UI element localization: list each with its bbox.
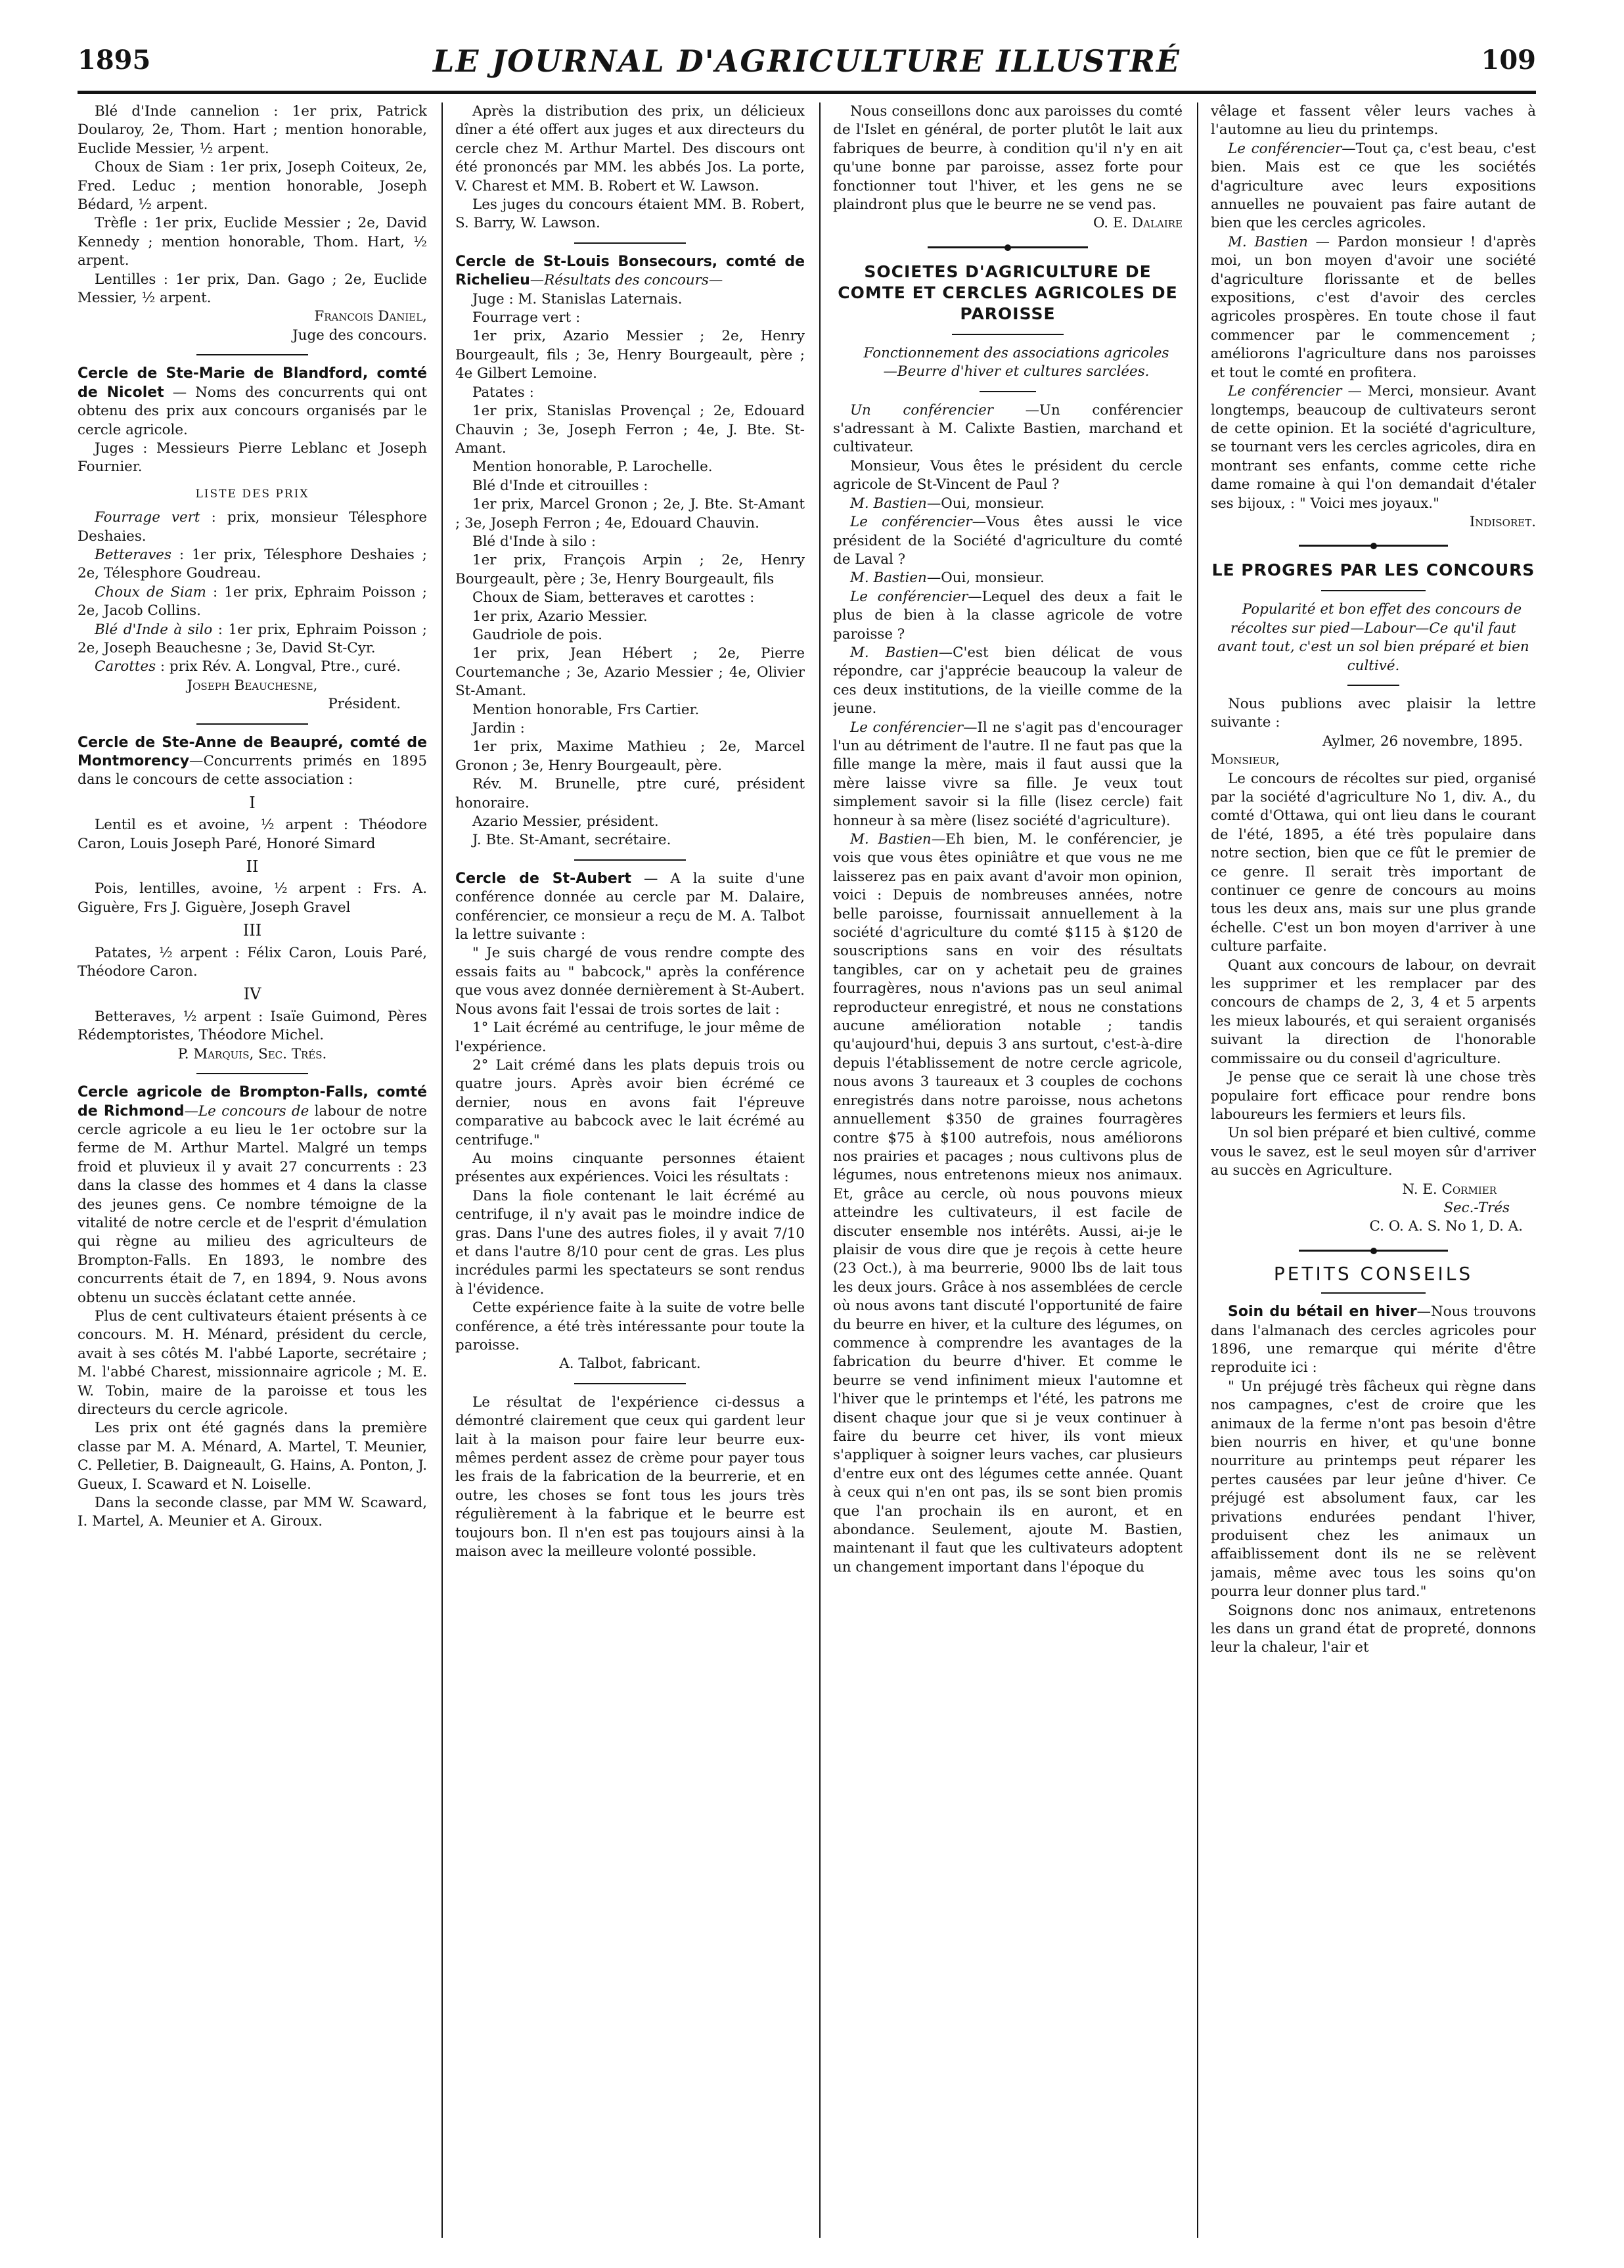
paragraph: —Vous êtes aussi le vice président de la Société d'agriculture du comté de Laval ? [833,514,1183,568]
ornament-divider [1299,1250,1449,1252]
paragraph: —Un conférencier s'adressant à M. Calixte Bastien, marchand et cultivateur. [833,401,1183,456]
column-separator [1197,102,1198,2238]
paragraph: Gaudriole de pois. [472,626,602,643]
signature: P. Marquis, Sec. Trés. [177,1045,327,1062]
paragraph: : 1er prix, Télesphore Deshaies ; 2e, Télesphore Goudreau. [78,546,427,582]
paragraph: Les juges du concours étaient MM. B. Robert, S. Barry, W. Lawson. [455,196,805,232]
speaker: Le conférencier [1228,383,1342,400]
paragraph: Le concours de récoltes sur pied, organisé par la société d'agriculture No 1, div. A., du comté d'Ottawa, qui ont lieu dans le courant de l'été, 1895, a été très populaire dans notre section, bien que ce fût le premier de ce genre. Il serait très important de continuer ce genre de concours au moins tous les deux ans, mais sur une plus grande échelle. C'est un bon moyen d'arriver à une culture parfaite. [1211,770,1536,955]
speaker: Le conférencier [850,719,964,736]
paragraph: vêlage et fassent vêler leurs vaches à l'automne au lieu du printemps. [1211,103,1536,139]
speaker: Le conférencier [850,588,968,605]
article-subheading: Fonctionnement des associations agricoles [863,344,1169,361]
column-4 [1211,102,1536,2238]
item-label: Fourrage vert [95,509,200,526]
section-heading: Cercle de Ste-Anne de Beaupré, comté de Montmorency [78,734,427,769]
speaker: M. Bastien [850,495,927,512]
paragraph: Pois, lentilles, avoine, ½ arpent : Frs. A. Giguère, Frs J. Giguère, Joseph Gravel [78,880,427,916]
paragraph: Quant aux concours de labour, on devrait les supprimer et les remplacer par des concours de champs de 2, 3, 4 et 5 arpents les mieux labourés, et qui seraient organisés suivant la direction de l'honorable commissaire ou du conseil d'agriculture. [1211,957,1536,1067]
paragraph: — Noms des concurrents qui ont obtenu des prix aux concours organisés par le cercle agricole. [78,384,427,438]
paragraph: Betteraves, ½ arpent : Isaïe Guimond, Pères Rédemptoristes, Théodore Michel. [78,1008,427,1044]
divider [952,334,1064,335]
paragraph: —Concurrents primés en 1895 dans le concours de cette association : [78,753,427,788]
signature: Francois Daniel, [314,308,427,325]
header-page-number: 109 [1481,45,1536,76]
paragraph: Juges : Messieurs Pierre Leblanc et Joseph Fournier. [78,440,427,476]
column-1 [78,102,427,2238]
divider [196,723,308,725]
divider [1347,685,1399,686]
paragraph: Choux de Siam, betteraves et carottes : [472,589,755,606]
speaker: M. Bastien [850,831,932,848]
paragraph: —Oui, monsieur. [926,495,1045,512]
paragraph: Blé d'Inde cannelion : 1er prix, Patrick Doularoy, 2e, Thom. Hart ; mention honorable, Euclide Messier, ½ arpent. [78,103,427,157]
section-heading: Cercle de Ste-Marie de Blandford, comté de Nicolet [78,365,427,401]
signature: O. E. Dalaire [1093,215,1183,232]
paragraph: —Oui, monsieur. [926,570,1045,587]
divider [574,859,686,861]
section-heading: Cercle agricole de Brompton-Falls, comté de Richmond [78,1084,427,1120]
item-label: Carottes [95,658,156,675]
paragraph: Trèfle : 1er prix, Euclide Messier ; 2e, David Kennedy ; mention honorable, Thom. Hart, ½ arpent. [78,215,427,269]
paragraph: 1er prix, Jean Hébert ; 2e, Pierre Courtemanche ; 3e, Azario Messier ; 4e, Olivier St-Amant. [455,645,805,700]
divider [574,1383,686,1384]
speaker: M. Bastien [850,644,939,661]
speaker: Un conférencier [850,401,993,419]
paragraph: 1er prix, Azario Messier. [472,608,648,625]
paragraph: 1° Lait écrémé au centrifuge, le jour même de l'expérience. [455,1020,805,1055]
speaker: Le conférencier [850,514,972,531]
paragraph: 1er prix, Stanislas Provençal ; 2e, Edouard Chauvin ; 3e, Joseph Ferron ; 4e, J. Bte. St-Amant. [455,403,805,457]
item-label: Betteraves [95,546,171,563]
paragraph: Patates, ½ arpent : Félix Caron, Louis Paré, Théodore Caron. [78,944,427,980]
letter-salutation: Monsieur, [1211,752,1280,769]
column-separator [441,102,443,2238]
paragraph: 2° Lait crémé dans les plats depuis trois ou quatre jours. Après avoir bien écrémé ce dernier, nous en avons fait l'épreuve comparative au babcock avec le lait écrémé au centrifuge." [455,1056,805,1148]
item-label: Blé d'Inde à silo [95,621,213,638]
paragraph: 1er prix, François Arpin ; 2e, Henry Bourgeault, père ; 3e, Henry Bourgeault, fils [455,552,805,587]
divider [1321,590,1425,591]
paragraph: : 1er prix, Ephraim Poisson ; 2e, Joseph Beauchesne ; 3e, David St-Cyr. [78,621,427,656]
paragraph: labour de notre cercle agricole a eu lieu le 1er octobre sur la ferme de M. Arthur Martel. Malgré un temps froid et pluvieux il y avait 27 concurrents : 23 dans la classe des hommes et 4 dans la classe des jeunes gens. Ce nombre témoigne de la vitalité de notre cercle et de l'esprit d'émulation qui règne au milieu des agriculteurs de Brompton-Falls. En 1893, le nombre des concurrents était de 7, en 1894, 9. Nous avons obtenu un succès éclatant cette année. [78,1102,427,1306]
paragraph: : prix, monsieur Télesphore Deshaies. [78,509,427,545]
paragraph: 1er prix, Azario Messier ; 2e, Henry Bourgeault, fils ; 3e, Henry Bourgeault, père ; 4e Gilbert Lemoine. [455,328,805,382]
newspaper-page [78,34,1536,2242]
paragraph: J. Bte. St-Amant, secrétaire. [472,832,671,849]
item-label: Soin du bétail en hiver [1228,1304,1417,1321]
paragraph: Les prix ont été gagnés dans la première classe par M. A. Ménard, A. Martel, T. Meunier, C. Pelletier, B. Daigneault, G. Hains, A. Ponton, J. Gueux, I. Scaward et N. Loiselle. [78,1420,427,1493]
paragraph: Après la distribution des prix, un délicieux dîner a été offert aux juges et aux directeurs du cercle chez M. Arthur Martel. Des discours ont été prononcés par MM. les abbés Jos. La porte, V. Charest et MM. B. Robert et W. Lawson. [455,103,805,194]
speaker: M. Bastien [1228,233,1308,250]
roman-numeral: IV [243,985,261,1004]
page-header [78,34,1536,94]
header-year: 1895 [78,45,151,76]
paragraph: Choux de Siam : 1er prix, Joseph Coiteux, 2e, Fred. Leduc ; mention honorable, Joseph Bédard, ½ arpent. [78,159,427,214]
paragraph: Nous publions avec plaisir la lettre suivante : [1211,695,1536,731]
paragraph: Rév. M. Brunelle, ptre curé, président honoraire. [455,776,805,811]
signature-title: Sec.-Trés [1443,1199,1510,1216]
signature-title: C. O. A. S. No 1, D. A. [1369,1218,1523,1235]
paragraph: Lentil es et avoine, ½ arpent : Théodore Caron, Louis Joseph Paré, Honoré Simard [78,817,427,852]
item-label: Choux de Siam [95,583,206,601]
paragraph: Soignons donc nos animaux, entretenons les dans un grand état de propreté, donnons leur la chaleur, l'air et [1211,1602,1536,1656]
signature-title: Juge des concours. [292,327,427,344]
column-3 [833,102,1183,2238]
paragraph: — Merci, monsieur. Avant longtemps, beaucoup de cultivateurs seront de cette opinion. Et la société d'agriculture, se tournant vers les cercles agricoles, dira en montrant ses enfants, comme cette riche dame romaine à qui l'on demandait d'étaler ses bijoux, : " Voici mes joyaux." [1211,383,1536,512]
paragraph: Dans la fiole contenant le lait écrémé au centrifuge, il n'y avait pas le moindre indice de gras. Dans l'une des autres fioles, il y avait 7/10 et dans l'autre 8/10 pour cent de gras. Les plus incrédules parmi les spectateurs se sont rendus à l'évidence. [455,1187,805,1298]
article-subheading: Popularité et bon effet des concours de récoltes sur pied—Labour—Ce qu'il faut avant tout, c'est un sol bien préparé et bien cultivé. [1217,601,1529,674]
paragraph: —Il ne s'agit pas d'encourager l'un au détriment de l'autre. Il ne faut pas que la fille mange la mère, mais il faut aussi que la mère laisse vivre sa fille. Je veux tout simplement savoir si la fille (lisez cercle) fait honneur à sa mère (lisez société d'agriculture). [833,719,1183,829]
divider [196,1073,308,1074]
signature: A. Talbot, fabricant. [559,1355,701,1372]
section-subheading: —Résultats des concours— [530,272,723,289]
letter-date: Aylmer, 26 novembre, 1895. [1322,733,1523,750]
section-heading: Cercle de St-Louis Bonsecours, comté de Richelieu [455,253,805,289]
paragraph: Au moins cinquante personnes étaient présentes aux expériences. Voici les résultats : [455,1150,805,1186]
header-title: LE JOURNAL D'AGRICULTURE ILLUSTRÉ [433,43,1181,79]
divider [196,354,308,355]
paragraph: Mention honorable, Frs Cartier. [472,701,700,718]
list-heading: LISTE DES PRIX [195,487,309,501]
article-subheading: —Beurre d'hiver et cultures sarclées. [883,363,1150,380]
paragraph: Mention honorable, P. Larochelle. [472,459,713,476]
paragraph: —Nous trouvons dans l'almanach des cercles agricoles pour 1896, une remarque qui mérite d'être reproduite ici : [1211,1304,1536,1376]
roman-numeral: III [242,921,262,940]
divider [574,242,686,244]
article-heading: PETITS CONSEILS [1273,1262,1474,1284]
paragraph: Un sol bien préparé et bien cultivé, comme vous le savez, est le seul moyen sûr d'arriver au succès en Agriculture. [1211,1125,1536,1179]
paragraph: Patates : [472,384,534,401]
paragraph: Azario Messier, président. [472,813,659,830]
paragraph: Blé d'Inde à silo : [472,533,597,550]
roman-numeral: II [246,857,259,876]
paragraph: — Pardon monsieur ! d'après moi, un bon moyen d'avoir une société d'agriculture florissante et de belles expositions, c'est d'avoir des cercles agricoles prospères. En toute chose il faut commencer par le commencement ; améliorons l'agriculture dans nos paroisses et tout le comté en profitera. [1211,233,1536,381]
paragraph: " Un préjugé très fâcheux qui règne dans nos campagnes, c'est de croire que les animaux de la ferme n'ont pas besoin d'être bien nourris en hiver, et qu'une bonne nourriture au printemps peut réparer les pertes causées par leur jeûne d'hiver. Ce préjugé est absolument faux, car les privations endurées pendant l'hiver, produisent chez les animaux un affaiblissement dont ils ne se relèvent jamais, même avec tous les soins qu'on pourra leur donner plus tard." [1211,1378,1536,1600]
paragraph: Plus de cent cultivateurs étaient présents à ce concours. M. H. Ménard, président du cercle, avait à ses côtés M. l'abbé Laporte, secrétaire ; M. l'abbé Charest, missionnaire agricole ; M. E. W. Tobin, maire de la paroisse et tous les directeurs du cercle agricole. [78,1307,427,1418]
article-heading: LE PROGRES PAR LES CONCOURS [1211,560,1535,580]
speaker: M. Bastien [850,570,927,587]
paragraph: Monsieur, Vous êtes le président du cercle agricole de St-Vincent de Paul ? [833,457,1183,493]
paragraph: —Lequel des deux a fait le plus de bien à la classe agricole de votre paroisse ? [833,588,1183,643]
paragraph: Dans la seconde classe, par MM W. Scaward, I. Martel, A. Meunier et A. Giroux. [78,1495,427,1530]
paragraph: 1er prix, Maxime Mathieu ; 2e, Marcel Gronon ; 3e, Henry Bourgeault, père. [455,738,805,774]
column-2 [455,102,805,2238]
paragraph: —C'est bien délicat de vous répondre, car j'apprécie beaucoup la valeur de ces deux institutions, de la vieille comme de la jeune. [833,644,1183,717]
signature: N. E. Cormier [1402,1181,1497,1198]
paragraph: Le résultat de l'expérience ci-dessus a démontré clairement que ceux qui gardent leur lait à la maison pour faire leur beurre eux-mêmes perdent assez de crème pour payer tous les frais de la fabrication de la beurrerie, et en outre, les choses se font tous les jours très régulièrement à la fabrique et le beurre est toujours bon. Il n'en est pas toujours ainsi à la maison avec la meilleure volonté possible. [455,1394,805,1560]
signature: Indisoret. [1469,513,1536,530]
speaker: Le conférencier [1228,140,1342,157]
paragraph: —Eh bien, M. le conférencier, je vois que vous êtes opiniâtre et que vous ne me laisserez pas en paix avant d'avoir mon opinion, voici : Depuis de nombreuses années, notre belle paroisse, fournissait annuellement à la société d'agriculture du comté $115 à $120 de souscriptions sans en voir des résultats tangibles, car on y achetait peu de graines fourragères, nous n'avions pas un seul animal reproducteur enregistré, et nous ne constations aucune amélioration notable ; tandis qu'aujourd'hui, depuis 3 ans surtout, c'est-à-dire depuis l'établissement de notre cercle agricole, nous avons 3 taureaux et 3 couples de cochons enregistrés dans notre paroisse, nous achetons annuellement $350 de graines fourragères contre $75 à $100 autrefois, nous améliorons nos prairies et pacages ; nous cultivons plus de légumes, nous entretenons mieux nos animaux. Et, grâce au cercle, où nous pouvons mieux atteindre les cultivateurs, il est facile de discuter ensemble nos intérêts. Aussi, ai-je le plaisir de vous dire que je reçois à cette heure (23 Oct.), à ma beurrerie, 9000 lbs de lait tous les deux jours. Grâce à nos assemblées de cercle où nous avons tant discuté l'opportunité de faire du beurre en hiver, et la culture des légumes, on commence à comprendre les avantages de la fabrication du beurre d'hiver. Et comme le beurre se vend infiniment mieux l'automne et l'hiver que le printemps et l'été, les patrons me disent chaque jour que si je veux continuer à faire du beurre cet hiver, ils vont mieux s'appliquer à soigner leurs vaches, car plusieurs d'entre eux ont des légumes cette année. Quant à ceux qui n'en ont pas, ils se sont bien promis que l'an prochain ils en auront, et en abondance. Seulement, ajoute M. Bastien, maintenant il faut que les cultivateurs adoptent un changement important dans l'époque du [833,831,1183,1576]
paragraph: —Tout ça, c'est beau, c'est bien. Mais est ce que les sociétés d'agriculture avec leurs expositions annuelles ne pouvaient pas faire autant de bien que les cercles agricoles. [1211,140,1536,232]
section-heading: Cercle de St-Aubert [455,870,631,887]
paragraph: Jardin : [472,720,525,737]
paragraph: 1er prix, Marcel Gronon ; 2e, J. Bte. St-Amant ; 3e, Joseph Ferron ; 4e, Edouard Chauvin. [455,496,805,532]
ornament-divider [928,246,1089,248]
paragraph-italic: —Le concours de [184,1102,309,1120]
paragraph: Juge : M. Stanislas Laternais. [472,290,683,307]
paragraph: " Je suis chargé de vous rendre compte des essais faits au " babcock," après la conférence que vous avez donnée dernièrement à St-Aubert. Nous avons fait l'essai de trois sortes de lait : [455,945,805,1018]
paragraph: Lentilles : 1er prix, Dan. Gago ; 2e, Euclide Messier, ½ arpent. [78,271,427,307]
signature: Joseph Beauchesne, [187,677,318,694]
paragraph: : 1er prix, Ephraim Poisson ; 2e, Jacob Collins. [78,583,427,620]
columns [78,102,1536,2238]
divider [980,391,1035,392]
ornament-divider [1299,545,1449,547]
paragraph: : prix Rév. A. Longval, Ptre., curé. [156,658,401,675]
paragraph: Je pense que ce serait là une chose très populaire fort efficace pour rendre bons laboureurs les fermiers et leurs fils. [1211,1069,1536,1123]
paragraph: Cette expérience faite à la suite de votre belle conférence, a été très intéressante pour toute la paroisse. [455,1300,805,1353]
paragraph: Blé d'Inde et citrouilles : [472,477,648,494]
article-heading: SOCIETES D'AGRICULTURE DE COMTE ET CERCLES AGRICOLES DE PAROISSE [838,261,1178,323]
paragraph: — A la suite d'une conférence donnée au cercle par M. Dalaire, conférencier, ce monsieur a reçu de M. A. Talbot la lettre suivante : [455,870,805,943]
column-separator [819,102,821,2238]
paragraph: Nous conseillons donc aux paroisses du comté de l'Islet en général, de porter plutôt le lait aux fabriques de beurre, à condition qu'il n'y en ait qu'une bonne par paroisse, assez forte pour fonctionner tout l'hiver, et les gens ne se plaindront plus que le beurre ne se vend pas. [833,103,1183,214]
divider [1321,1292,1425,1294]
roman-numeral: I [249,793,256,812]
paragraph: Fourrage vert : [472,309,581,327]
signature-title: Président. [328,696,401,713]
